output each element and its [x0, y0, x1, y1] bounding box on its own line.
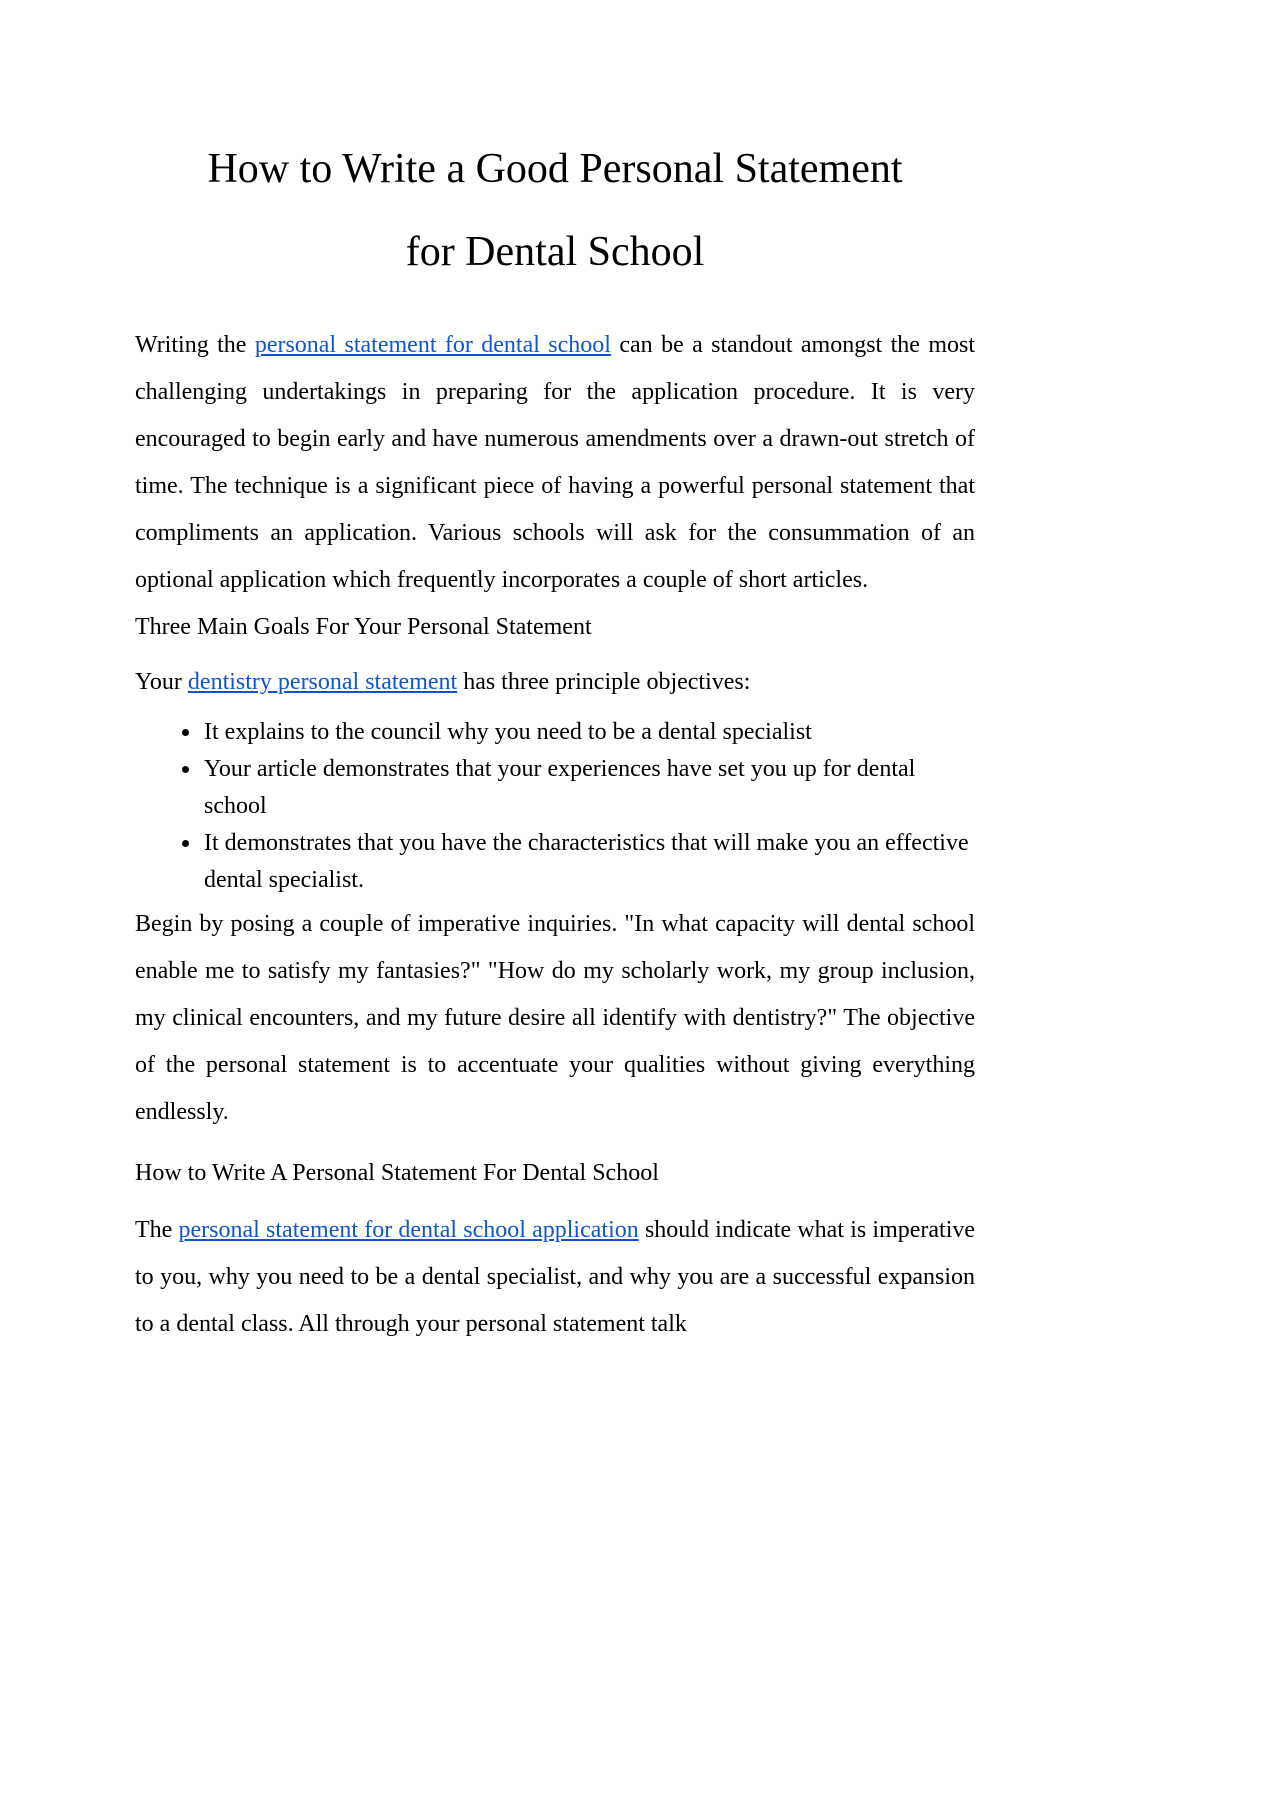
section-heading-how-to-write: How to Write A Personal Statement For Dental School [135, 1160, 659, 1187]
closing-text-pre: The [135, 1217, 179, 1244]
goals-bullet-list [135, 714, 975, 899]
objectives-paragraph [135, 659, 975, 706]
bullet-item-3: • It demonstrates that you have the characteristics that will make you an effective dental specialist. [202, 825, 975, 899]
page-title [135, 128, 975, 294]
link-personal-statement-for-dental-school[interactable]: personal statement for dental school [254, 332, 611, 359]
bullet-item-1: • It explains to the council why you need to be a dental specialist [202, 714, 975, 751]
page-title-line-2: for Dental School [405, 229, 705, 276]
begin-paragraph: Begin by posing a couple of imperative inquiries. "In what capacity will dental school enable me to satisfy my fantasies?" "How do my scholarly work, my group inclusion, my clinical encounters, and my future desire all identify with dentistry?" The objective of the personal statement is to accentuate your qualities without giving everything endlessly. [135, 911, 975, 1126]
objectives-text-post: has three principle objectives: [457, 669, 751, 696]
intro-text-pre: Writing the [135, 332, 255, 359]
closing-text-post: should indicate what is imperative to you, why you need to be a dental specialist, and why you are a successful expansion to a dental class. All through your personal statement talk [135, 1217, 976, 1338]
intro-paragraph [135, 322, 975, 604]
intro-text-post: can be a standout amongst the most challenging undertakings in preparing for the application procedure. It is very encouraged to begin early and have numerous amendments over a drawn-out stretch of time. The technique is a significant piece of having a powerful personal statement that compliments an application. Various schools will ask for the consummation of an optional application which frequently incorporates a couple of short articles. [135, 332, 976, 594]
closing-paragraph [135, 1207, 975, 1348]
link-personal-statement-application[interactable]: personal statement for dental school application [178, 1217, 639, 1244]
objectives-text-pre: Your [135, 669, 188, 696]
section-heading-three-main-goals: Three Main Goals For Your Personal Statement [135, 614, 592, 641]
bullet-item-2: • Your article demonstrates that your experiences have set you up for dental school [202, 751, 975, 825]
page-title-line-1: How to Write a Good Personal Statement [207, 146, 903, 192]
link-dentistry-personal-statement[interactable]: dentistry personal statement [187, 669, 458, 696]
